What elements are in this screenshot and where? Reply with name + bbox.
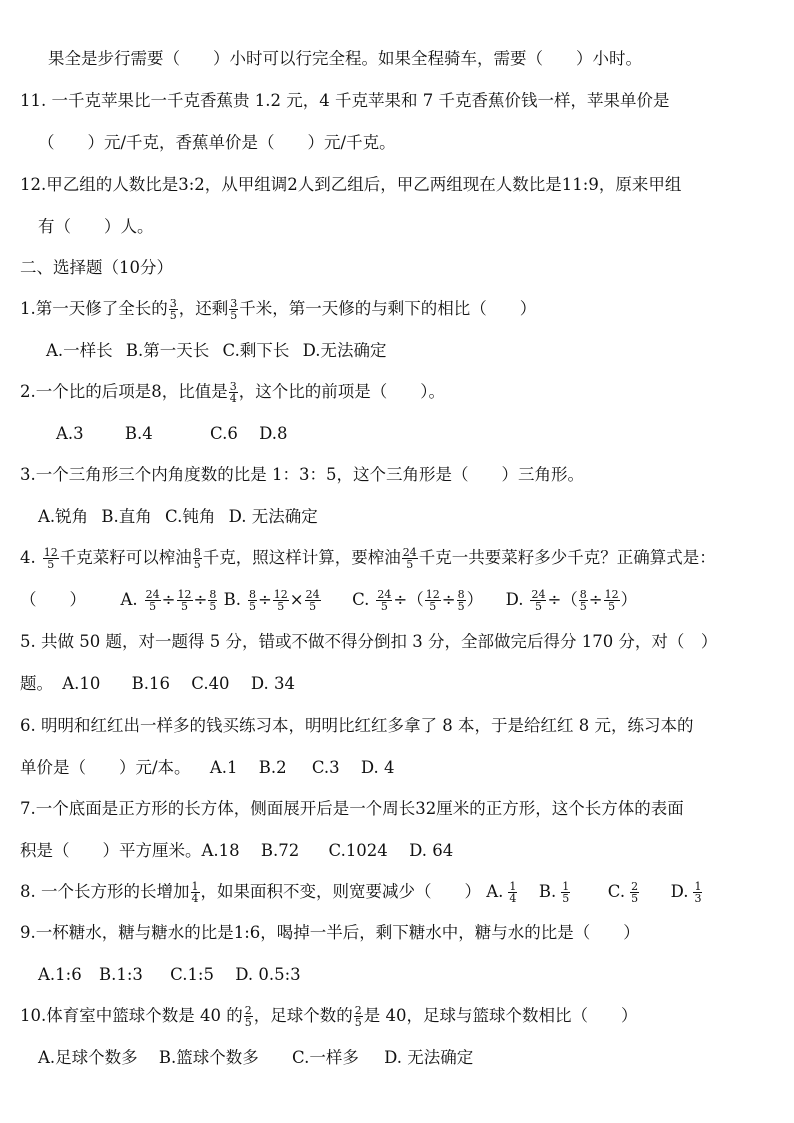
fraction: $\frac{24}{5}$ (305, 588, 320, 613)
choice-10-options (38, 1046, 473, 1070)
option-d: D. 0.5:3 (235, 965, 301, 984)
choice-2-stem (20, 380, 445, 404)
choice-10-stem-b: ，足球个数的 (253, 1006, 353, 1025)
option-d: D. $\frac{1}{3}$ (670, 880, 702, 905)
choice-4-options (20, 588, 637, 612)
option-b: B.72 (260, 841, 300, 860)
answer-blank: （ ） (20, 590, 86, 609)
carry-over-line: 果全是步行需要（ ）小时可以行完全程。如果全程骑车，需要（ ）小时。 (48, 49, 642, 68)
choice-1-options (46, 339, 386, 363)
choice-6-stem-tail: 单价是（ ）元/本。 (20, 758, 191, 777)
option-d: D.8 (259, 424, 288, 443)
option-c: C.一样多 (292, 1048, 359, 1067)
fraction: $\frac{2}{5}$ (631, 880, 639, 905)
choice-4-number: 4. (20, 548, 36, 567)
option-b: B.直角 (101, 507, 152, 526)
question-12-line-1: 12.甲乙组的人数比是3:2，从甲组调2人到乙组后，甲乙两组现在人数比是11:9，原来甲组 (20, 175, 682, 194)
option-d: D. $\frac{24}{5}$ ÷（ $\frac{8}{5}$ ÷ $\frac{12}{5}$ ） (505, 588, 638, 613)
option-d: D. 无法确定 (228, 507, 318, 526)
choice-2-stem-a: 2.一个比的后项是8，比值是 (20, 382, 228, 401)
choice-1-stem-c: 千米，第一天修的与剩下的相比（ ） (239, 299, 537, 318)
fraction: $\frac{12}{5}$ (425, 588, 440, 613)
choice-4-stem (20, 546, 716, 570)
option-a: A.1:6 (38, 965, 82, 984)
option-b: B.16 (131, 674, 171, 693)
choice-3-stem: 3.一个三角形三个内角度数的比是 1：3：5，这个三角形是（ ）三角形。 (20, 465, 584, 484)
option-a: A.锐角 (38, 507, 89, 526)
option-a: A. $\frac{24}{5}$ ÷ $\frac{12}{5}$ ÷ $\frac{8}{5}$ (120, 588, 217, 613)
choice-1-stem-a: 1.第一天修了全长的 (20, 299, 168, 318)
fraction: $\frac{12}{5}$ (273, 588, 288, 613)
option-c: C.40 (191, 674, 230, 693)
option-b: B.第一天长 (125, 341, 210, 360)
choice-8-stem-b: ，如果面积不变，则宽要减少（ ） (200, 882, 481, 901)
fraction: $\frac{8}{5}$ (209, 588, 217, 613)
option-c: C. $\frac{24}{5}$ ÷（ $\frac{12}{5}$ ÷ $\frac{8}{5}$ ） (352, 588, 484, 613)
option-c: C.1:5 (170, 965, 214, 984)
choice-6-stem-line-2 (20, 756, 395, 780)
choice-9-options (38, 963, 301, 987)
choice-5-stem-line-1: 5. 共做 50 题，对一题得 5 分，错或不做不得分倒扣 3 分，全部做完后得分 170 分，对（ ） (20, 632, 718, 651)
fraction-1-4: $\frac{1}{4}$ (191, 880, 199, 905)
option-c: C.3 (311, 758, 340, 777)
choice-7-stem-line-2 (20, 839, 453, 863)
option-a: A.足球个数多 (38, 1048, 138, 1067)
option-d: D. 64 (409, 841, 454, 860)
option-c: C.剩下长 (222, 341, 290, 360)
option-a: A.1 (209, 758, 238, 777)
choice-10-stem (20, 1004, 637, 1028)
option-b: B. $\frac{1}{5}$ (538, 880, 570, 905)
option-c: C.钝角 (165, 507, 216, 526)
choice-8-stem (20, 880, 703, 904)
fraction: $\frac{24}{5}$ (531, 588, 546, 613)
choice-7-stem-line-1: 7.一个底面是正方形的长方体，侧面展开后是一个周长32厘米的正方形，这个长方体的表面 (20, 799, 684, 818)
fraction: $\frac{8}{5}$ (457, 588, 465, 613)
fraction-3-5: $\frac{3}{5}$ (169, 297, 177, 322)
choice-10-stem-c: 是 40，足球与篮球个数相比（ ） (363, 1006, 638, 1025)
fraction: $\frac{1}{4}$ (509, 880, 517, 905)
choice-1-stem (20, 297, 536, 321)
fraction: $\frac{12}{5}$ (604, 588, 619, 613)
fraction-8-5: $\frac{8}{5}$ (193, 546, 201, 571)
choice-4-text-3: 千克一共要菜籽多少千克？正确算式是： (418, 548, 716, 567)
section-2-title: 二、选择题（10分） (20, 258, 173, 277)
choice-5-stem-line-2 (20, 672, 295, 696)
choice-4-text-1: 千克菜籽可以榨油 (59, 548, 192, 567)
option-b: B. $\frac{8}{5}$ ÷ $\frac{12}{5}$ × $\frac{24}{5}$ (223, 588, 320, 613)
option-c: C. $\frac{2}{5}$ (607, 880, 639, 905)
choice-4-text-2: 千克，照这样计算，要榨油 (202, 548, 401, 567)
choice-6-stem-line-1: 6. 明明和红红出一样多的钱买练习本，明明比红红多拿了 8 本，于是给红红 8 元，练习本的 (20, 716, 694, 735)
option-b: B.2 (258, 758, 287, 777)
choice-2-stem-b: ，这个比的前项是（ ）。 (238, 382, 445, 401)
fraction: $\frac{1}{3}$ (694, 880, 702, 905)
fraction: $\frac{24}{5}$ (145, 588, 160, 613)
fraction: $\frac{1}{5}$ (562, 880, 570, 905)
fraction-3-4: $\frac{3}{4}$ (229, 380, 237, 405)
fraction: $\frac{12}{5}$ (177, 588, 192, 613)
fraction: $\frac{8}{5}$ (579, 588, 587, 613)
option-a: A.3 (56, 424, 84, 443)
option-d: D. 4 (360, 758, 395, 777)
choice-5-stem-tail: 题。 (20, 674, 53, 693)
option-d: D. 34 (250, 674, 295, 693)
choice-10-stem-a: 10.体育室中篮球个数是 40 的 (20, 1006, 243, 1025)
option-c: C.6 (210, 424, 238, 443)
choice-3-options (38, 505, 318, 529)
choice-9-stem: 9.一杯糖水，糖与糖水的比是1:6，喝掉一半后，剩下糖水中，糖与水的比是（ ） (20, 923, 640, 942)
option-b: B.篮球个数多 (158, 1048, 259, 1067)
option-d: D.无法确定 (302, 341, 387, 360)
option-a: A.一样长 (46, 341, 113, 360)
option-d: D. 无法确定 (384, 1048, 474, 1067)
fraction-24-5: $\frac{24}{5}$ (402, 546, 417, 571)
option-c: C.1024 (328, 841, 388, 860)
choice-1-stem-b: ，还剩 (178, 299, 229, 318)
choice-7-stem-tail: 积是（ ）平方厘米。 (20, 841, 202, 860)
option-a: A.18 (201, 841, 240, 860)
question-11-line-1: 11. 一千克苹果比一千克香蕉贵 1.2 元，4 千克苹果和 7 千克香蕉价钱一样，苹果单价是 (20, 91, 670, 110)
fraction-3-5: $\frac{3}{5}$ (230, 297, 238, 322)
fraction: $\frac{8}{5}$ (248, 588, 256, 613)
option-a: A. $\frac{1}{4}$ (486, 880, 517, 905)
option-b: B.4 (124, 424, 153, 443)
fraction-2-5: $\frac{2}{5}$ (244, 1004, 252, 1029)
choice-2-options (56, 422, 287, 446)
fraction: $\frac{24}{5}$ (377, 588, 392, 613)
question-12-line-2: 有（ ）人。 (38, 217, 154, 236)
question-11-line-2: （ ）元/千克，香蕉单价是（ ）元/千克。 (38, 133, 396, 152)
fraction-2-5: $\frac{2}{5}$ (354, 1004, 362, 1029)
option-a: A.10 (62, 674, 101, 693)
choice-8-stem-a: 8. 一个长方形的长增加 (20, 882, 190, 901)
fraction-12-5: $\frac{12}{5}$ (43, 546, 58, 571)
option-b: B.1:3 (98, 965, 143, 984)
